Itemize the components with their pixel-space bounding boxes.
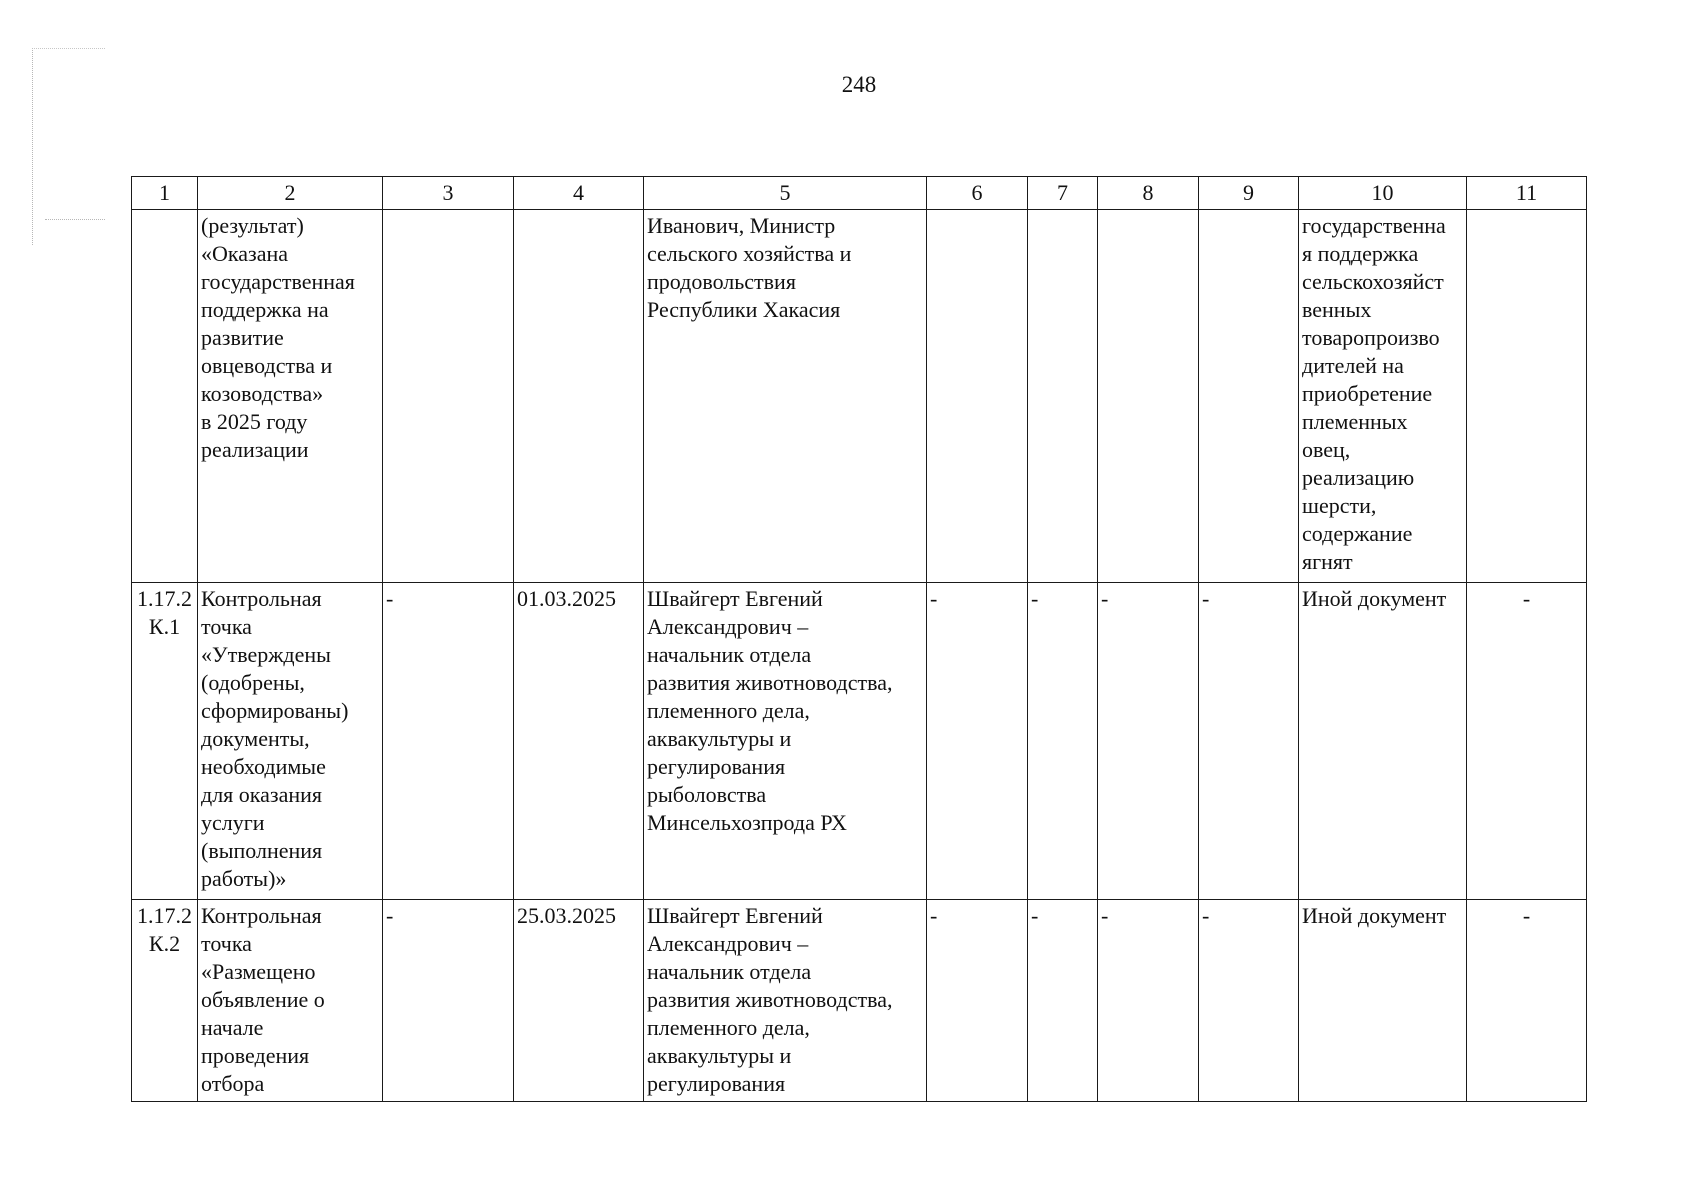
- column-header: 3: [383, 177, 514, 210]
- column-header: 6: [927, 177, 1028, 210]
- cell-col8: -: [1098, 583, 1199, 900]
- cell-col3: -: [383, 583, 514, 900]
- column-header: 1: [132, 177, 198, 210]
- cell-col11: -: [1467, 583, 1587, 900]
- cell-col6: -: [927, 900, 1028, 1102]
- cell-col11: -: [1467, 900, 1587, 1102]
- cell-col8: -: [1098, 900, 1199, 1102]
- cell-responsible: Иванович, Министр сельского хозяйства и продовольствия Республики Хакасия: [644, 210, 927, 583]
- cell-name: (результат) «Оказана государственная поддержка на развитие овцеводства и козоводства» в 2025 году реализации: [198, 210, 383, 583]
- table-header-row: [132, 177, 1587, 210]
- column-header: 11: [1467, 177, 1587, 210]
- table-row: [132, 900, 1587, 1102]
- page-number: 248: [841, 72, 877, 97]
- cell-responsible: Швайгерт Евгений Александрович – начальник отдела развития животноводства, племенного дела, аквакультуры и регулирования рыболовства Минсельхозпрода РХ: [644, 583, 927, 900]
- cell-col11: [1467, 210, 1587, 583]
- cell-col9: -: [1199, 583, 1299, 900]
- column-header: 9: [1199, 177, 1299, 210]
- cell-responsible: Швайгерт Евгений Александрович – начальник отдела развития животноводства, племенного дела, аквакультуры и регулирования: [644, 900, 927, 1102]
- cell-document: Иной документ: [1299, 583, 1467, 900]
- column-header: 5: [644, 177, 927, 210]
- cell-col7: [1028, 210, 1098, 583]
- cell-col8: [1098, 210, 1199, 583]
- cell-number: 1.17.2 К.2: [132, 900, 198, 1102]
- cell-col3: -: [383, 900, 514, 1102]
- cell-number: [132, 210, 198, 583]
- cell-col9: [1199, 210, 1299, 583]
- cell-date: 25.03.2025: [514, 900, 644, 1102]
- cell-document: государственна я поддержка сельскохозяйст венных товаропроизво дителей на приобретение племенных овец, реализацию шерсти, содержание ягнят: [1299, 210, 1467, 583]
- cell-number: 1.17.2 К.1: [132, 583, 198, 900]
- column-header: 10: [1299, 177, 1467, 210]
- cell-col6: [927, 210, 1028, 583]
- cell-date: 01.03.2025: [514, 583, 644, 900]
- column-header: 8: [1098, 177, 1199, 210]
- table-row: [132, 583, 1587, 900]
- table-row: [132, 210, 1587, 583]
- column-header: 4: [514, 177, 644, 210]
- cell-name: Контрольная точка «Утверждены (одобрены, сформированы) документы, необходимые для оказания услуги (выполнения работы)»: [198, 583, 383, 900]
- cell-col3: [383, 210, 514, 583]
- cell-col7: -: [1028, 583, 1098, 900]
- cell-document: Иной документ: [1299, 900, 1467, 1102]
- plan-table: [131, 176, 1587, 1102]
- column-header: 2: [198, 177, 383, 210]
- cell-col9: -: [1199, 900, 1299, 1102]
- cell-date: [514, 210, 644, 583]
- cell-col6: -: [927, 583, 1028, 900]
- column-header: 7: [1028, 177, 1098, 210]
- cell-name: Контрольная точка «Размещено объявление о начале проведения отбора: [198, 900, 383, 1102]
- cell-col7: -: [1028, 900, 1098, 1102]
